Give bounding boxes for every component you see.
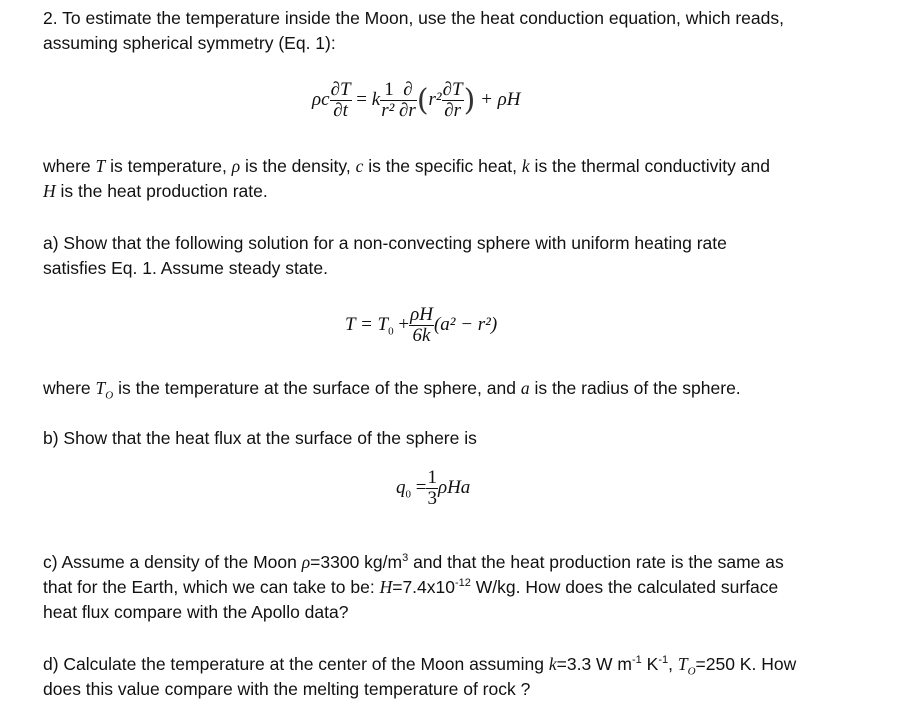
eq1-lhs-coef: ρc <box>312 88 330 110</box>
part-c-line-1: c) Assume a density of the Moon ρ=3300 $kg/m^3$ and that the heat production rate is the same as <box>43 552 784 572</box>
definitions-line-1: where T is temperature, ρ is the density, c is the specific heat, k is the thermal conductivity and <box>43 156 770 176</box>
eq1-tail: + ρH <box>480 88 521 110</box>
eq1-one-over-r2: $\frac{1 \partial}{\text{r² ∂r}}$ <box>381 79 416 121</box>
heat-equation: ρc $\frac{\partial T}{\partial t}$ = k $\frac{1 \partial}{\text{r² ∂r}}$ (r² $\frac{\partial T}{\partial r}$ ) + ρH <box>312 79 521 121</box>
surface-definition: where $T_O$ is the temperature at the surface of the sphere, and a is the radius of the sphere. <box>43 378 741 402</box>
part-c-line-2: that for the Earth, which we can take to be: $H=7.4x10^{-12}$ W/kg. How does the calculated surface <box>43 577 779 597</box>
eq1-equals: = <box>356 88 367 110</box>
eq1-k: k <box>371 88 381 110</box>
temperature-solution: $T = T_0$ + $\frac{\rho H}{6k}$ (a² − r²) <box>345 304 498 346</box>
part-d-line-2: does this value compare with the melting temperature of rock ? <box>43 679 531 699</box>
part-d-line-1: d) Calculate the temperature at the center of the Moon assuming k=3.3 W $m^{-1}$ $K^{-1}$, $T_O=250$ K. How <box>43 654 797 678</box>
eq1-r2: r² <box>428 88 442 110</box>
part-a-line-1: a) Show that the following solution for a non-convecting sphere with uniform heating rate <box>43 233 727 253</box>
definitions-line-2: H is the heat production rate. <box>43 181 268 201</box>
eq1-dT-dt: $\frac{\partial T}{\partial t}$ <box>330 79 351 121</box>
part-a-line-2: satisfies Eq. 1. Assume steady state. <box>43 258 328 278</box>
part-c-line-3: heat flux compare with the Apollo data? <box>43 602 349 622</box>
eq1-dT-dr: $\frac{\partial T}{\partial r}$ <box>442 79 463 121</box>
intro-line-2: assuming spherical symmetry (Eq. 1): <box>43 33 336 53</box>
intro-line-1: 2. To estimate the temperature inside the Moon, use the heat conduction equation, which reads, <box>43 8 784 28</box>
surface-heat-flux: $q_0$ = $\frac{1}{3}$ ρHa <box>396 467 471 509</box>
part-b: b) Show that the heat flux at the surface of the sphere is <box>43 428 477 448</box>
